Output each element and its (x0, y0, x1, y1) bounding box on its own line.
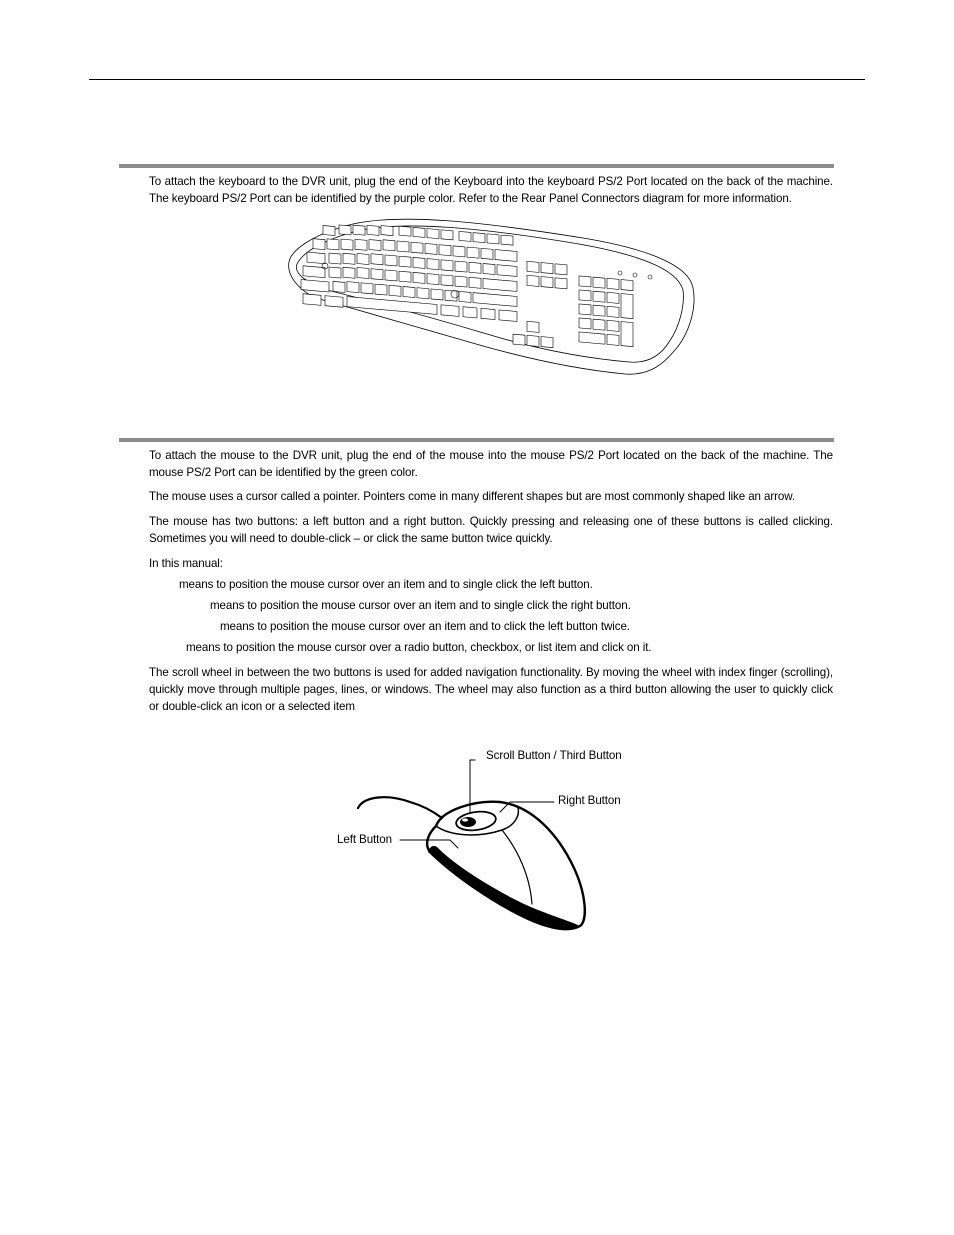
definition-double-click: means to position the mouse cursor over an item and to click the left button twice. (220, 620, 630, 633)
keyboard-section-bar (119, 164, 834, 168)
mouse-section-bar (119, 438, 834, 442)
left-button-label: Left Button (337, 833, 392, 846)
keyboard-paragraph: To attach the keyboard to the DVR unit, plug the end of the Keyboard into the keyboard PS/2 Port located on the back of the machine. The keyboard PS/2 Port can be identified by the purple color. Refer to the Rear Panel Connectors diagram for more information. (149, 175, 833, 205)
mouse-paragraph-2: The mouse uses a cursor called a pointer. Pointers come in many different shapes but are most commonly shaped like an arrow. (149, 490, 795, 503)
header-rule (89, 79, 865, 80)
scroll-button-label: Scroll Button / Third Button (486, 749, 622, 762)
definition-click: means to position the mouse cursor over an item and to single click the left button. (179, 578, 593, 591)
definition-select: means to position the mouse cursor over a radio button, checkbox, or list item and click on it. (186, 641, 652, 654)
manual-intro: In this manual: (149, 557, 223, 570)
right-button-label: Right Button (558, 794, 621, 807)
keyboard-illustration (283, 210, 699, 380)
mouse-paragraph-1: To attach the mouse to the DVR unit, plug the end of the mouse into the mouse PS/2 Port located on the back of the machine. The mouse PS/2 Port can be identified by the green color. (149, 449, 833, 479)
mouse-paragraph-3: The mouse has two buttons: a left button and a right button. Quickly pressing and releasing one of these buttons is called clicking. Sometimes you will need to double-click – or click the same button twice quickly. (149, 515, 833, 545)
scroll-wheel-paragraph: The scroll wheel in between the two buttons is used for added navigation functionality. By moving the wheel with index finger (scrolling), quickly move through multiple pages, lines, or windows. The wheel may also function as a third button allowing the user to quickly click or double-click an icon or a selected item (149, 666, 833, 713)
definition-right-click: means to position the mouse cursor over an item and to single click the right button. (210, 599, 631, 612)
